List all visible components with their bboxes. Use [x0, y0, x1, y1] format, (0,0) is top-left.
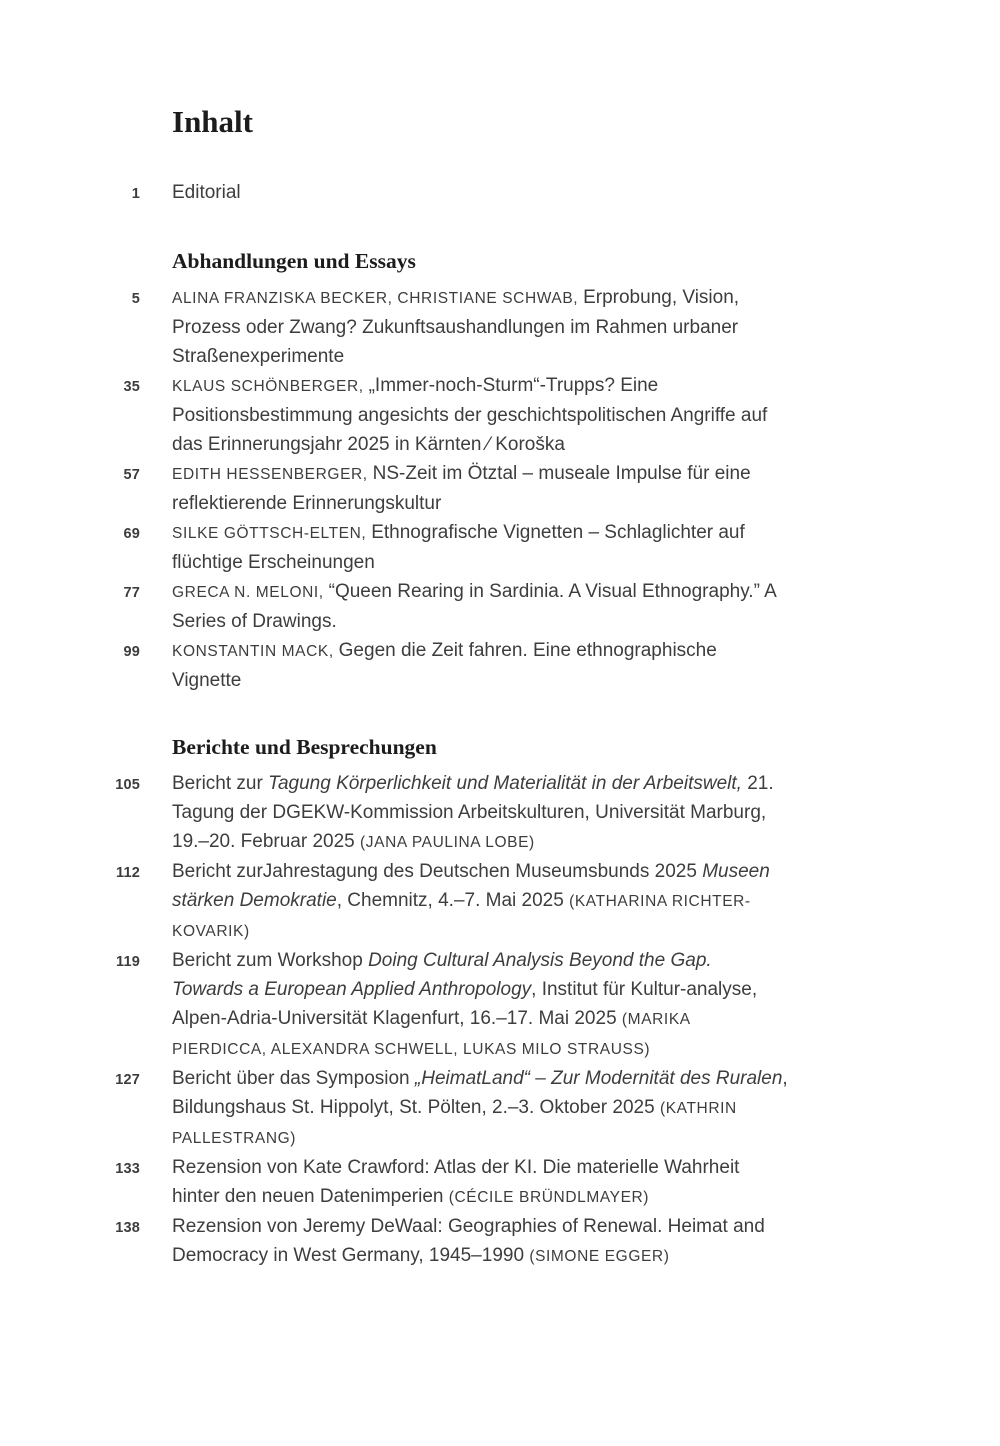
entry-segment: Gegen die Zeit fahren. Eine ethnographische Vignette [172, 639, 717, 691]
entry-segment: Bericht zur [172, 772, 269, 794]
toc-entry [84, 769, 1000, 857]
entry-segment: Bericht über das Symposion [172, 1067, 415, 1089]
entry-page-number: 105 [115, 776, 140, 793]
section-heading: Abhandlungen und Essays [172, 248, 416, 273]
entry-page-number: 69 [123, 525, 140, 542]
entry-segment: (CÉCILE BRÜNDLMAYER) [448, 1188, 650, 1206]
entry-page-number: 5 [131, 290, 140, 307]
page-title: Inhalt [172, 104, 253, 139]
toc-entry [84, 1064, 1000, 1153]
entry-segment: NS-Zeit im Ötztal – museale Impulse für eine reflektierende Erinnerungskultur [172, 462, 751, 514]
toc-entry [84, 371, 1000, 459]
entry-text [172, 857, 788, 946]
entry-page-number: 138 [115, 1219, 140, 1236]
toc-entry [84, 459, 1000, 518]
entry-segment: Bericht zum Workshop [172, 949, 369, 971]
toc-entry [84, 1153, 1000, 1212]
entry-text [172, 769, 788, 857]
entry-segment: Bericht zurJahrestagung des Deutschen Museumsbunds 2025 [172, 860, 703, 882]
entry-text [172, 636, 788, 695]
entry-text [172, 283, 788, 371]
toc-entry [84, 946, 1000, 1064]
entry-page-number: 77 [123, 584, 140, 601]
entry-text [172, 459, 788, 518]
toc-entry [84, 636, 1000, 695]
entry-text [172, 946, 788, 1064]
toc-entry [84, 857, 1000, 946]
toc-entry [84, 518, 1000, 577]
section-heading: Berichte und Besprechungen [172, 734, 437, 759]
entry-segment: KONSTANTIN MACK, [172, 642, 339, 660]
entry-segment: (KATHARINA RICHTER-KOVARIK) [172, 892, 751, 940]
entry-segment: 21. Tagung der DGEKW-Kommission Arbeitskulturen, Universität Marburg, 19.–20. Februar 2025 [172, 772, 774, 852]
entry-segment: „Immer-noch-Sturm“-Trupps? Eine Positionsbestimmung angesichts der geschichtspolitischen Angriffe auf das Erinnerungsjahr 2025 in Kärnten ⁄ Koroška [172, 374, 768, 455]
entry-segment: Museen stärken Demokratie [172, 860, 770, 911]
entry-segment: GRECA N. MELONI, [172, 583, 329, 601]
entry-segment: Rezension von Kate Crawford: Atlas der KI. Die materielle Wahrheit hinter den neuen Datenimperien [172, 1156, 740, 1207]
entry-segment: Rezension von Jeremy DeWaal: Geographies of Renewal. Heimat and Democracy in West Germany, 1945–1990 [172, 1215, 765, 1266]
entry-segment: , Institut für Kultur-analyse, Alpen-Adria-Universität Klagenfurt, 16.–17. Mai 2025 [172, 978, 758, 1029]
entry-segment: Editorial [172, 181, 241, 203]
entry-segment: Erprobung, Vision, Prozess oder Zwang? Zukunftsaushandlungen im Rahmen urbaner Straßenexperimente [172, 286, 740, 367]
entry-segment: (MARIKA PIERDICCA, ALEXANDRA SCHWELL, LUKAS MILO STRAUSS) [172, 1010, 690, 1058]
entry-page-number: 133 [115, 1160, 140, 1177]
entry-segment: , Chemnitz, 4.–7. Mai 2025 [336, 889, 570, 911]
entry-segment: (KATHRIN PALLESTRANG) [172, 1099, 737, 1147]
entry-segment: KLAUS SCHÖNBERGER, [172, 377, 369, 395]
toc-entry [84, 577, 1000, 636]
entry-text [172, 178, 788, 207]
entry-page-number: 99 [123, 643, 140, 660]
entry-page-number: 119 [116, 953, 140, 970]
entry-text [172, 1153, 788, 1212]
entry-page-number: 57 [123, 466, 140, 483]
entry-text [172, 518, 788, 577]
entry-text [172, 371, 788, 459]
entry-segment: EDITH HESSENBERGER, [172, 465, 373, 483]
toc-entry [84, 1212, 1000, 1271]
entry-segment: “Queen Rearing in Sardinia. A Visual Ethnography.” A Series of Drawings. [172, 580, 776, 632]
entry-segment: Doing Cultural Analysis Beyond the Gap. Towards a European Applied Anthropology [172, 949, 712, 1000]
entry-segment: ALINA FRANZISKA BECKER, CHRISTIANE SCHWAB, [172, 289, 584, 307]
entry-segment: SILKE GÖTTSCH-ELTEN, [172, 524, 372, 542]
entry-page-number: 127 [115, 1071, 140, 1088]
entry-segment: „HeimatLand“ – Zur Modernität des Ruralen [414, 1067, 783, 1089]
toc-entry [84, 283, 1000, 371]
entry-text [172, 1064, 788, 1153]
entry-segment: (SIMONE EGGER) [529, 1247, 670, 1265]
toc-entry [84, 178, 1000, 209]
entry-text [172, 577, 788, 636]
entry-segment: Tagung Körperlichkeit und Materialität in der Arbeitswelt, [268, 772, 742, 794]
entry-page-number: 35 [123, 378, 140, 395]
entry-segment: Ethnografische Vignetten – Schlaglichter auf flüchtige Erscheinungen [172, 521, 745, 573]
entry-segment: , Bildungshaus St. Hippolyt, St. Pölten, 2.–3. Oktober 2025 [172, 1067, 788, 1118]
entry-page-number: 1 [131, 185, 140, 202]
entry-text [172, 1212, 788, 1271]
entry-segment: (JANA PAULINA LOBE) [360, 833, 535, 851]
entry-page-number: 112 [116, 864, 140, 881]
toc-list [84, 178, 1000, 1271]
